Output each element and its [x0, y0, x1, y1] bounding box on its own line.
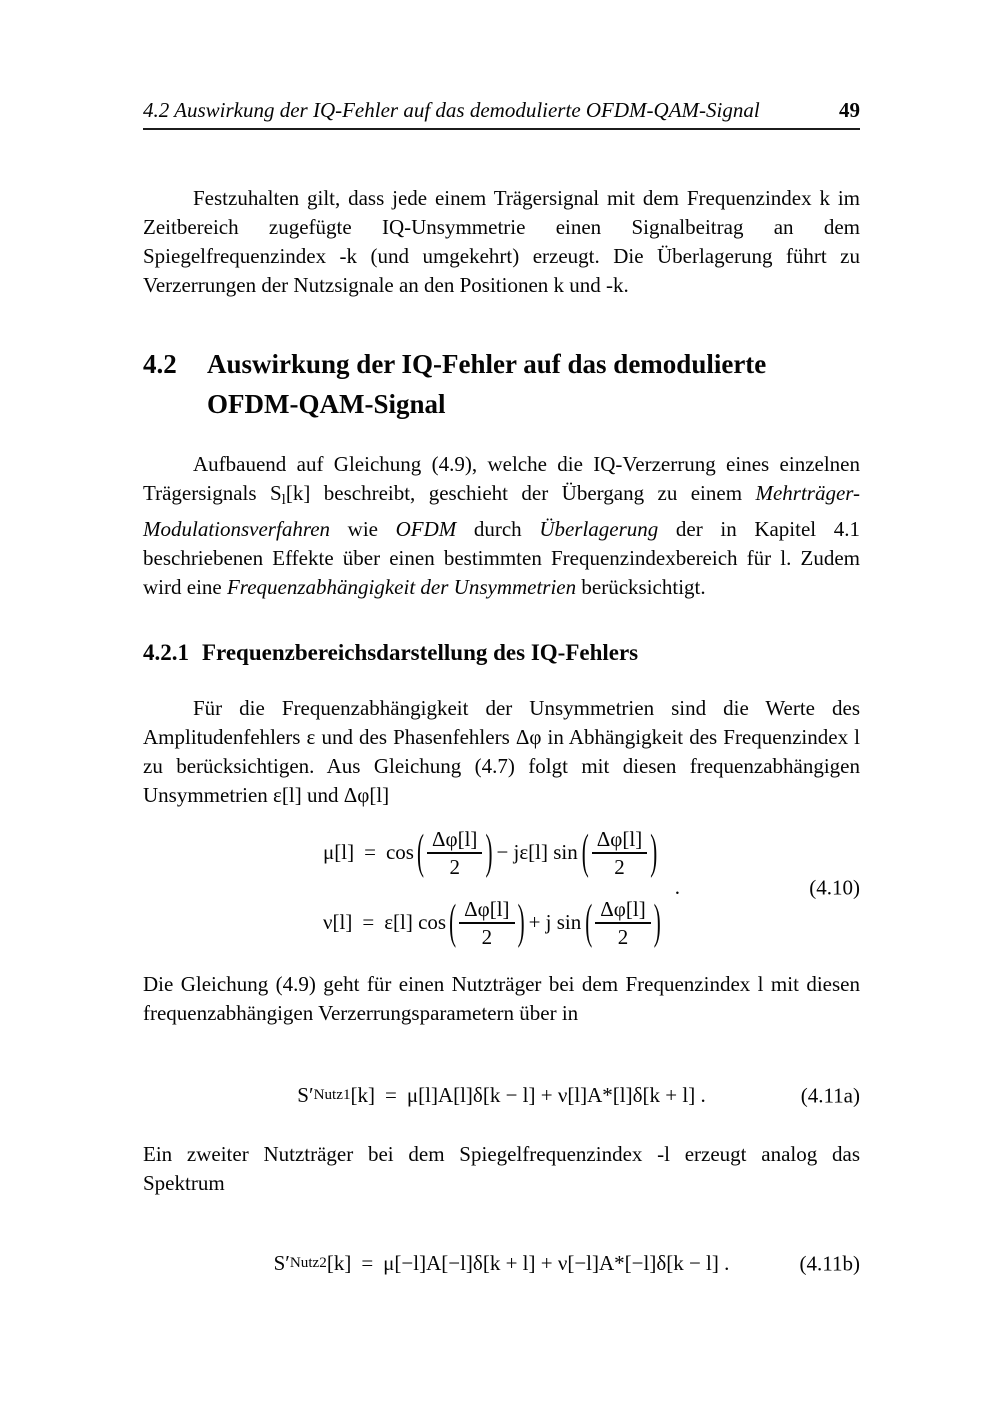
- equals-sign: =: [364, 840, 376, 865]
- paren-open: (: [581, 824, 589, 880]
- eq-lhs-base: S′: [273, 1251, 290, 1276]
- equation-4-11b: [143, 1244, 860, 1284]
- eq-lhs-subscript: Nutz1: [313, 1087, 351, 1104]
- eq-middle-term: − jε[l] sin: [496, 840, 578, 865]
- equation-number-4-10: (4.10): [809, 875, 860, 900]
- paren-close: ): [653, 894, 661, 950]
- italic-run: Mehrträger-Modulationsverfahren: [143, 481, 861, 541]
- eq-rhs: μ[−l]A[−l]δ[k + l] + ν[−l]A*[−l]δ[k − l] .: [383, 1251, 730, 1276]
- equation-4-10-line1: [323, 826, 659, 880]
- eq-lhs-argument: [k]: [350, 1083, 376, 1108]
- eq-lhs: ν[l]: [323, 910, 353, 935]
- paren-open: (: [585, 894, 593, 950]
- fraction-numerator: Δφ[l]: [596, 826, 643, 851]
- page-number: 49: [839, 98, 860, 122]
- text-run: durch: [456, 516, 540, 541]
- cos-function: ε[l] cos: [384, 910, 447, 935]
- section-number: 4.2: [143, 349, 177, 379]
- section-title: Auswirkung der IQ-Fehler auf das demodulierte OFDM-QAM-Signal: [207, 349, 767, 419]
- text-run: wie: [330, 516, 396, 541]
- equation-4-11a-body: [297, 1081, 705, 1110]
- equation-4-10-rows: [323, 826, 663, 950]
- eq-lhs-base: S′: [297, 1083, 314, 1108]
- fraction: [427, 826, 482, 880]
- italic-run: Überlagerung: [539, 516, 659, 541]
- paren-close: ): [517, 894, 525, 950]
- fraction-denominator: 2: [592, 852, 647, 880]
- italic-run: Frequenzabhängigkeit der Unsymmetrien: [226, 574, 577, 599]
- paragraph-aufbauend: [143, 450, 860, 602]
- equation-number-4-11b: (4.11b): [799, 1251, 860, 1276]
- equation-period: .: [674, 875, 680, 900]
- fraction-numerator: Δφ[l]: [431, 826, 478, 851]
- equals-sign: =: [361, 1251, 374, 1276]
- fraction-denominator: 2: [595, 922, 650, 950]
- paragraph-festzuhalten: [143, 184, 860, 300]
- equals-sign: =: [362, 910, 375, 935]
- eq-rhs: μ[l]A[l]δ[k − l] + ν[l]A*[l]δ[k + l] .: [406, 1083, 706, 1108]
- eq-lhs-subscript: Nutz2: [289, 1255, 327, 1272]
- cos-function: cos: [385, 840, 414, 865]
- text-run: Für die Frequenzabhängigkeit der Unsymmetrien sind die Werte des Amplitudenfehlers ε und des Phasenfehlers Δφ in Abhängigkeit des Frequenzindex l zu berücksichtigen. Aus Gleichung (4.7) folgt mit diesen frequenzabhängigen Unsymmetrien ε[l] und Δφ[l]: [143, 695, 860, 807]
- paren-open: (: [449, 894, 457, 950]
- eq-middle-term: + j sin: [528, 910, 582, 935]
- equals-sign: =: [385, 1083, 397, 1108]
- text-run: Aufbauend auf Gleichung (4.9), welche die IQ-Verzerrung eines einzelnen Trägersignals S: [143, 452, 860, 505]
- fraction-denominator: 2: [427, 852, 482, 880]
- paren-close: ): [650, 824, 658, 880]
- text-run: Ein zweiter Nutzträger bei dem Spiegelfrequenzindex -l erzeugt analog das Spektrum: [143, 1141, 860, 1195]
- equation-4-11a: [143, 1076, 860, 1116]
- subsection-heading-4-2-1: [143, 638, 860, 668]
- eq-lhs: μ[l]: [323, 840, 355, 865]
- paragraph-ein-zweiter: [143, 1140, 860, 1198]
- text-run: Die Gleichung (4.9) geht für einen Nutzträger bei dem Frequenzindex l mit diesen frequenzabhängigen Verzerrungsparametern über in: [143, 971, 860, 1025]
- fraction: [595, 896, 650, 950]
- text-run: der in Kapitel 4.1 beschriebenen Effekte über einen bestimmten Frequenzindexbereich für l. Zudem wird eine: [143, 516, 860, 599]
- subscript-run: l: [281, 491, 286, 508]
- paren-open: (: [416, 824, 424, 880]
- paragraph-die-gleichung: [143, 970, 860, 1028]
- equation-4-10: [143, 824, 860, 952]
- fraction-numerator: Δφ[l]: [600, 896, 646, 921]
- subsection-number: 4.2.1: [143, 639, 189, 665]
- equation-4-11b-body: [274, 1249, 730, 1278]
- paren-close: ): [485, 824, 493, 880]
- paragraph-fuer-die: [143, 694, 860, 810]
- fraction: [592, 826, 647, 880]
- eq-lhs-argument: [k]: [326, 1251, 352, 1276]
- text-run: [k] beschreibt, geschieht der Übergang zu einem: [285, 481, 756, 505]
- italic-run: OFDM: [395, 516, 457, 541]
- running-head: [143, 98, 860, 130]
- fraction-numerator: Δφ[l]: [464, 896, 510, 921]
- text-run: Festzuhalten gilt, dass jede einem Trägersignal mit dem Frequenzindex k im Zeitbereich zugefügte IQ-Unsymmetrie einen Signalbeitrag an dem Spiegelfrequenzindex -k (und umgekehrt) erzeugt. Die Überlagerung führt zu Verzerrungen der Nutzsignale an den Positionen k und -k.: [143, 186, 860, 297]
- subsection-title: Frequenzbereichsdarstellung des IQ-Fehlers: [202, 639, 639, 665]
- equation-4-10-line2: [323, 896, 663, 950]
- equation-number-4-11a: (4.11a): [800, 1083, 860, 1108]
- running-head-title: 4.2 Auswirkung der IQ-Fehler auf das demodulierte OFDM-QAM-Signal: [143, 98, 760, 122]
- fraction: [459, 896, 514, 950]
- fraction-denominator: 2: [459, 922, 514, 950]
- text-run: berücksichtigt.: [576, 574, 706, 599]
- section-heading-4-2: [143, 344, 860, 424]
